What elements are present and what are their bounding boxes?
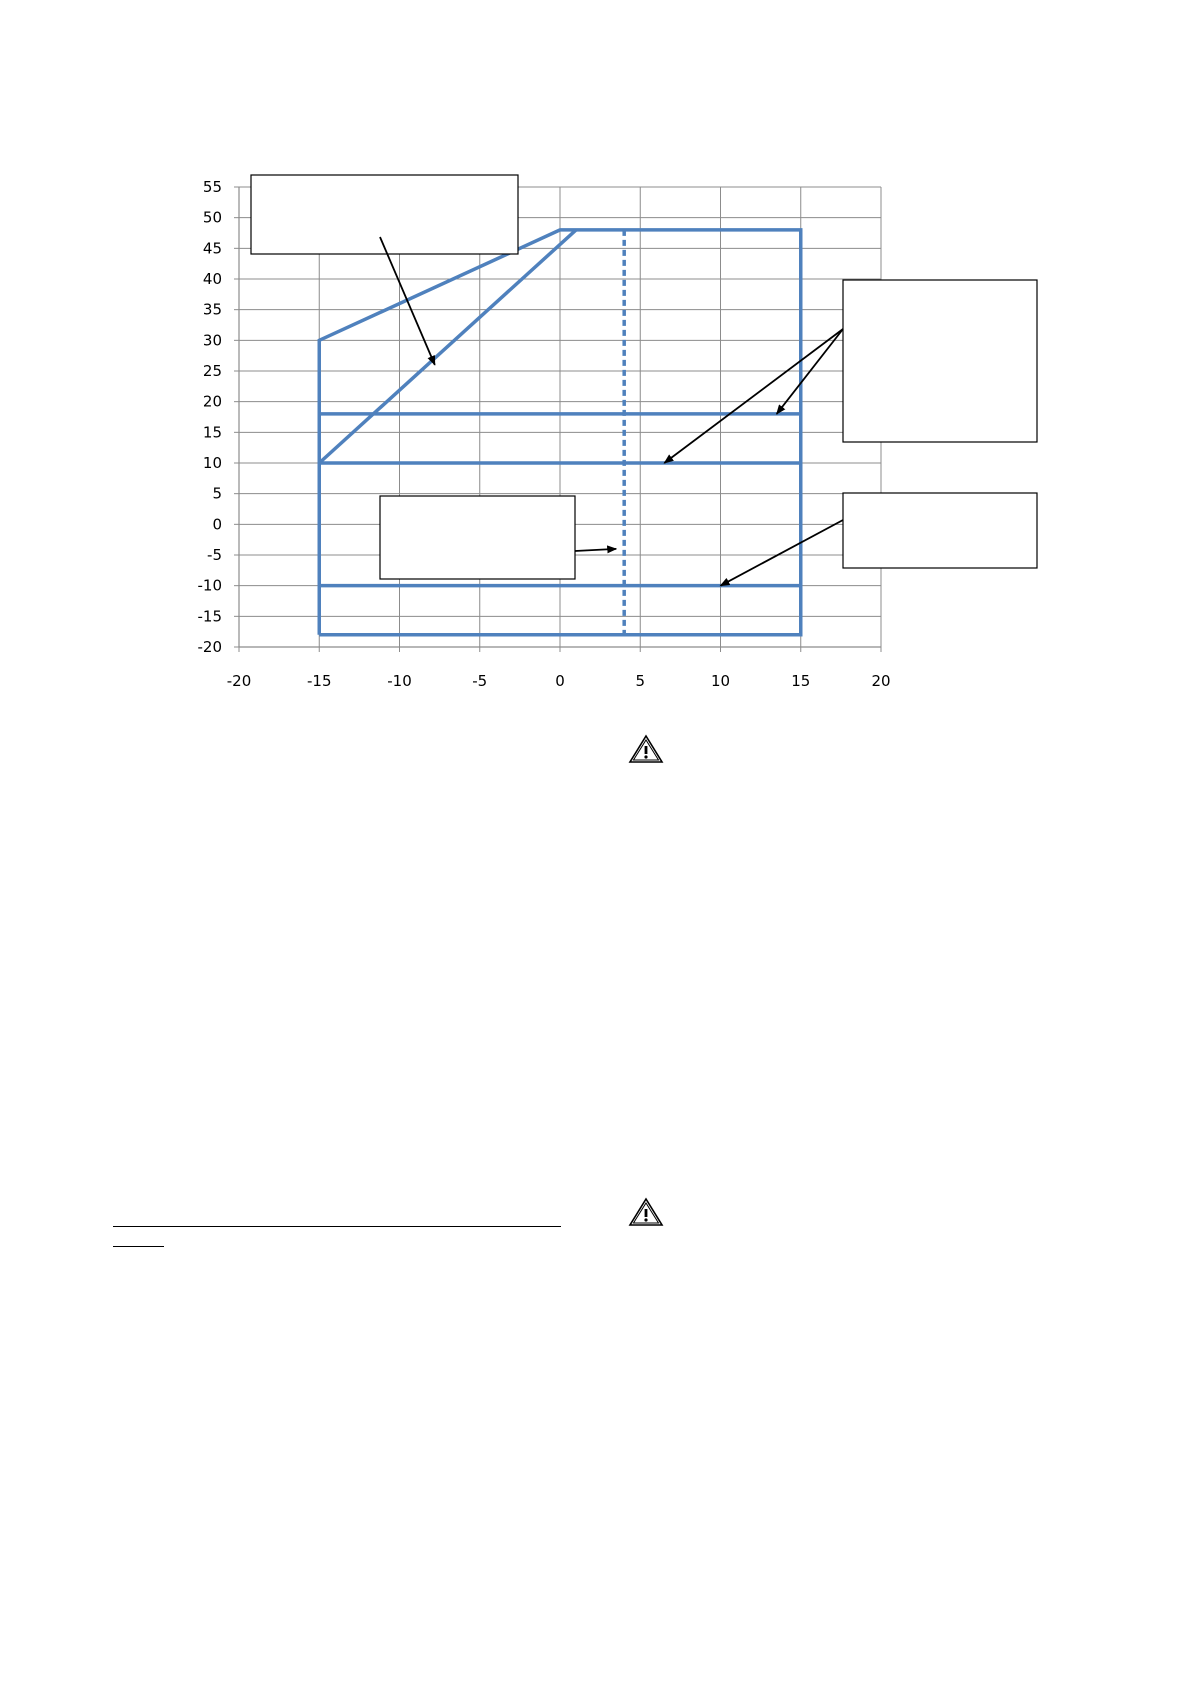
- x-tick-label: 20: [871, 672, 891, 690]
- annotation-box-2: [843, 280, 1037, 442]
- y-tick-label: 50: [202, 208, 222, 227]
- x-tick-label: -10: [387, 672, 412, 690]
- x-tick-label: -15: [307, 672, 332, 690]
- x-tick-label: -20: [226, 672, 252, 690]
- separator-rule-short: [113, 1246, 164, 1247]
- annotation-box-4: [843, 493, 1037, 568]
- y-tick-label: 15: [202, 423, 222, 442]
- x-tick-label: 15: [791, 672, 811, 690]
- y-tick-label: 35: [202, 300, 222, 319]
- annotation-arrow: [575, 549, 616, 551]
- y-tick-label: 45: [202, 239, 222, 258]
- series-line-2: [319, 230, 576, 463]
- annotation-arrow: [664, 329, 843, 463]
- annotation-arrow: [721, 520, 844, 586]
- y-tick-label: 55: [202, 178, 222, 196]
- y-tick-label: 0: [212, 515, 222, 534]
- y-tick-label: 5: [212, 484, 222, 503]
- annotation-arrow: [380, 237, 435, 365]
- y-tick-label: 10: [202, 454, 222, 472]
- x-tick-label: 5: [635, 672, 646, 690]
- x-tick-label: 10: [710, 672, 731, 690]
- warning-triangle-icon: [628, 734, 664, 764]
- y-tick-label: 20: [202, 392, 222, 411]
- y-tick-label: 30: [202, 331, 222, 350]
- y-tick-label: -20: [197, 638, 222, 656]
- x-tick-label: 0: [555, 672, 565, 690]
- axes: [198, 178, 891, 690]
- x-tick-label: -5: [472, 672, 488, 690]
- annotation-box-1: [251, 175, 518, 254]
- annotation-box-3: [380, 496, 575, 579]
- y-tick-label: -15: [197, 607, 222, 626]
- y-tick-label: -5: [207, 546, 222, 564]
- y-tick-label: 25: [202, 362, 222, 380]
- separator-rule: [113, 1226, 561, 1227]
- y-tick-label: 40: [202, 270, 222, 288]
- y-tick-label: -10: [197, 576, 222, 595]
- warning-triangle-icon: [628, 1197, 664, 1227]
